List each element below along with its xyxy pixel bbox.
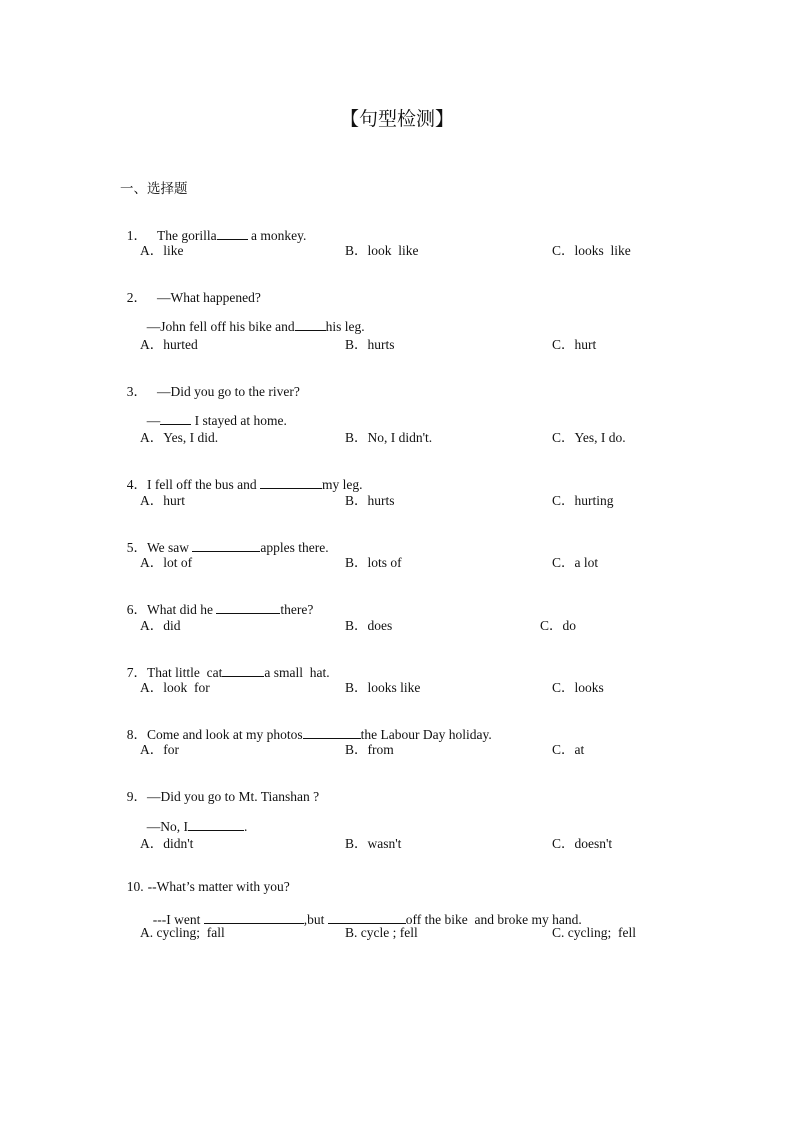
answer-blank[interactable] bbox=[204, 910, 304, 924]
option-c[interactable]: C．doesn't bbox=[552, 836, 613, 851]
question-text: — bbox=[146, 413, 161, 428]
option-a[interactable]: A．Yes, I did. bbox=[140, 430, 219, 445]
question-10-line-2 bbox=[146, 894, 582, 928]
answer-blank[interactable] bbox=[328, 910, 406, 924]
option-a[interactable]: A．look for bbox=[140, 680, 210, 695]
option-a[interactable]: A．like bbox=[140, 243, 184, 258]
answer-blank[interactable] bbox=[217, 226, 248, 240]
page-title: 【句型检测】 bbox=[339, 108, 454, 130]
question-text: That little cat bbox=[147, 665, 223, 680]
option-c[interactable]: C．Yes, I do. bbox=[552, 430, 626, 445]
question-text: a small hat. bbox=[264, 665, 330, 680]
option-a[interactable]: A．hurt bbox=[140, 493, 185, 508]
question-text: —Did you go to the river? bbox=[157, 384, 300, 399]
question-3-line-2 bbox=[140, 395, 287, 429]
answer-blank[interactable] bbox=[160, 411, 191, 425]
option-b[interactable]: B．looks like bbox=[345, 680, 421, 695]
question-text: a monkey. bbox=[247, 228, 307, 243]
question-10 bbox=[120, 863, 290, 895]
option-c[interactable]: C．looks like bbox=[552, 243, 631, 258]
question-4 bbox=[120, 457, 362, 493]
option-b[interactable]: B．wasn't bbox=[345, 836, 402, 851]
question-2-line-2 bbox=[140, 301, 365, 335]
question-text: —John fell off his bike and bbox=[146, 319, 295, 334]
question-9 bbox=[120, 769, 319, 805]
question-text: I stayed at home. bbox=[191, 413, 287, 428]
question-text: off the bike and broke my hand. bbox=[405, 912, 582, 927]
option-c[interactable]: C．looks bbox=[552, 680, 604, 695]
option-a[interactable]: A．didn't bbox=[140, 836, 194, 851]
option-c[interactable]: C. cycling; fell bbox=[552, 925, 636, 940]
question-text: —What happened? bbox=[157, 290, 261, 305]
option-c[interactable]: C．at bbox=[552, 742, 585, 757]
question-text: The gorilla bbox=[157, 228, 217, 243]
option-b[interactable]: B. cycle ; fell bbox=[345, 925, 418, 940]
option-b[interactable]: B．from bbox=[345, 742, 394, 757]
question-text: ---I went bbox=[152, 912, 204, 927]
question-text: the Labour Day holiday. bbox=[360, 727, 492, 742]
option-c[interactable]: C．hurting bbox=[552, 493, 614, 508]
section-title: 一、选择题 bbox=[120, 181, 188, 197]
question-text: ,but bbox=[303, 912, 328, 927]
option-a[interactable]: A．did bbox=[140, 618, 181, 633]
option-a[interactable]: A．for bbox=[140, 742, 179, 757]
option-b[interactable]: B．lots of bbox=[345, 555, 402, 570]
question-text: We saw bbox=[147, 540, 193, 555]
question-number: 9． bbox=[126, 789, 147, 804]
question-text: —Did you go to Mt. Tianshan ? bbox=[147, 789, 320, 804]
option-a[interactable]: A．hurted bbox=[140, 337, 198, 352]
question-text: --What’s matter with you? bbox=[147, 879, 290, 894]
question-6 bbox=[120, 582, 313, 618]
question-text: Come and look at my photos bbox=[147, 727, 303, 742]
option-c[interactable]: C．do bbox=[540, 618, 577, 633]
option-b[interactable]: B．look like bbox=[345, 243, 419, 258]
question-text: What did he bbox=[147, 602, 217, 617]
option-b[interactable]: B．hurts bbox=[345, 337, 395, 352]
question-number: 3． bbox=[126, 384, 147, 399]
answer-blank[interactable] bbox=[216, 600, 280, 614]
question-text: I fell off the bus and bbox=[147, 477, 260, 492]
option-a[interactable]: A．lot of bbox=[140, 555, 193, 570]
option-a[interactable]: A. cycling; fall bbox=[140, 925, 225, 940]
answer-blank[interactable] bbox=[188, 817, 244, 831]
question-number: 7． bbox=[126, 665, 147, 680]
question-number: 6． bbox=[126, 602, 147, 617]
question-number: 2． bbox=[126, 290, 147, 305]
question-text: my leg. bbox=[321, 477, 363, 492]
answer-blank[interactable] bbox=[222, 663, 264, 677]
option-c[interactable]: C．hurt bbox=[552, 337, 597, 352]
answer-blank[interactable] bbox=[295, 317, 326, 331]
question-number: 10. bbox=[126, 879, 144, 894]
question-number: 4． bbox=[126, 477, 147, 492]
answer-blank[interactable] bbox=[303, 725, 361, 739]
question-number: 8． bbox=[126, 727, 147, 742]
question-text: —No, I bbox=[146, 819, 188, 834]
option-b[interactable]: B．does bbox=[345, 618, 393, 633]
question-number: 5． bbox=[126, 540, 147, 555]
question-text: . bbox=[244, 819, 248, 834]
answer-blank[interactable] bbox=[260, 475, 322, 489]
question-text: there? bbox=[280, 602, 314, 617]
option-c[interactable]: C．a lot bbox=[552, 555, 599, 570]
option-b[interactable]: B．No, I didn't. bbox=[345, 430, 433, 445]
question-number: 1． bbox=[126, 228, 147, 243]
question-text: apples there. bbox=[260, 540, 329, 555]
question-text: his leg. bbox=[325, 319, 365, 334]
answer-blank[interactable] bbox=[192, 538, 260, 552]
question-9-line-2 bbox=[140, 801, 247, 835]
option-b[interactable]: B．hurts bbox=[345, 493, 395, 508]
